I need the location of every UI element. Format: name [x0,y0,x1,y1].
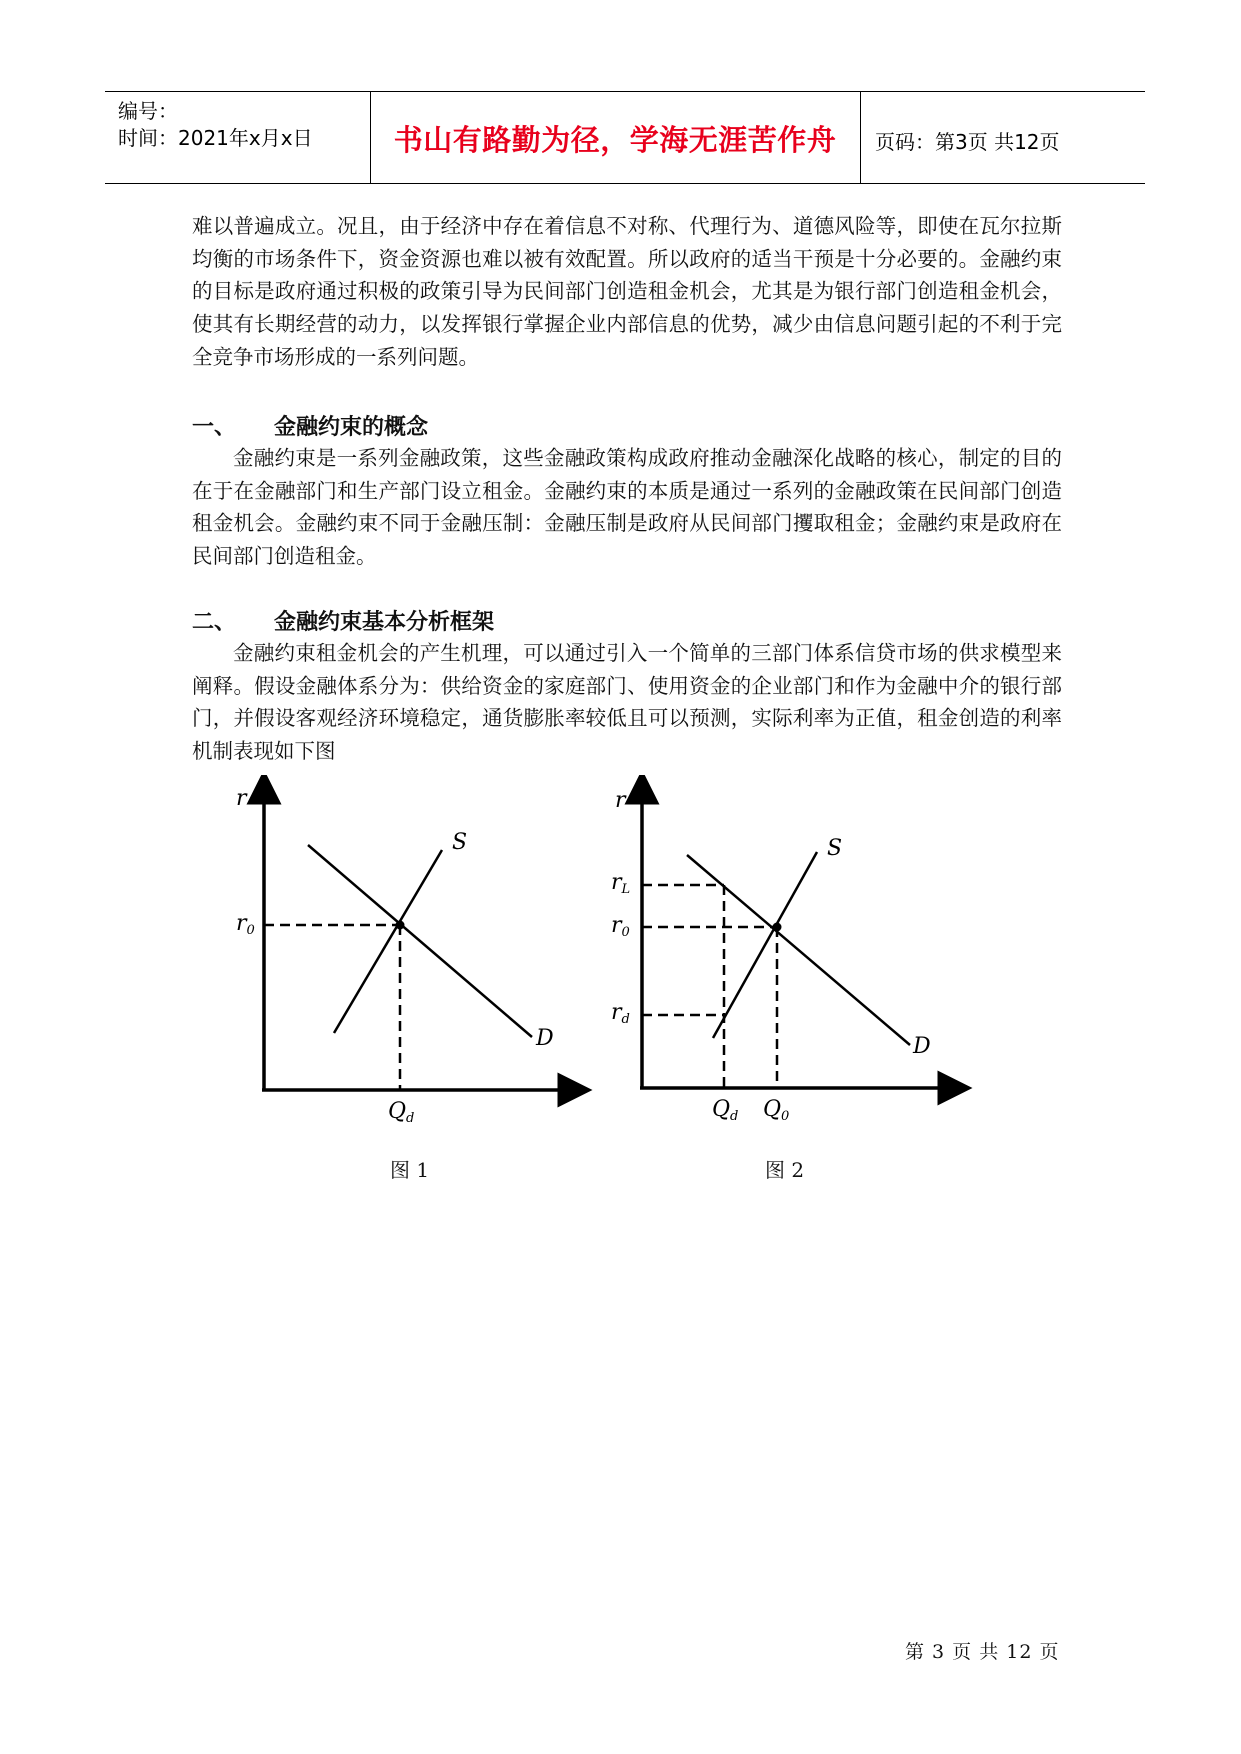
figure2-supply-curve [713,852,817,1038]
figure1-r0-label: r0 [236,911,255,938]
figure2-y-axis-label: r [615,788,626,813]
section1-heading [192,410,428,441]
figure1-caption: 图 1 [390,1158,430,1182]
header-page-label: 页码：第3页 共12页 [875,130,1060,154]
figure1-qd-label: Qd [388,1099,415,1126]
figure2-supply-label: S [827,836,843,861]
figure1-supply-curve [334,850,442,1033]
section2-body [192,637,1062,768]
figure2-q0-label: Q0 [763,1097,790,1124]
section1-number: 一、 [192,415,237,440]
figure2-r0-label: r0 [611,913,630,940]
header-bottom-rule [105,183,1145,184]
header-motto: 书山有路勤为径，学海无涯苦作舟 [393,123,837,157]
figure2-caption: 图 2 [765,1158,805,1182]
section1-paragraph: 金融约束是一系列金融政策，这些金融政策构成政府推动金融深化战略的核心，制定的目的在于在金融部门和生产部门设立租金。金融约束的本质是通过一系列的金融政策在民间部门创造租金机会。金融约束不同于金融压制：金融压制是政府从民间部门攫取租金；金融约束是政府在民间部门创造租金。 [192,446,1062,569]
figure2-qd-label: Qd [712,1097,739,1124]
figure1-diagram [230,775,600,1130]
page-footer: 第 3 页 共 12 页 [905,1641,1060,1663]
figure1-equilibrium-point [396,921,405,930]
figure2-demand-label: D [913,1034,931,1059]
header-divider-right [860,92,861,184]
section2-title: 金融约束基本分析框架 [274,610,495,635]
figure1-demand-curve [308,845,532,1037]
intro-paragraph-block [192,210,1062,374]
header-top-rule [105,91,1145,92]
header-number-label: 编号： [118,99,178,123]
section2-heading [192,605,494,636]
intro-paragraph: 难以普遍成立。况且，由于经济中存在着信息不对称、代理行为、道德风险等，即使在瓦尔拉斯均衡的市场条件下，资金资源也难以被有效配置。所以政府的适当干预是十分必要的。金融约束的目标是政府通过积极的政策引导为民间部门创造租金机会，尤其是为银行部门创造租金机会，使其有长期经营的动力，以发挥银行掌握企业内部信息的优势，减少由信息问题引起的不利于完全竞争市场形成的一系列问题。 [192,214,1062,369]
figure1-demand-label: D [536,1026,554,1051]
section1-title: 金融约束的概念 [274,415,429,440]
section2-number: 二、 [192,610,237,635]
section2-paragraph: 金融约束租金机会的产生机理，可以通过引入一个简单的三部门体系信贷市场的供求模型来阐释。假设金融体系分为：供给资金的家庭部门、使用资金的企业部门和作为金融中介的银行部门，并假设客观经济环境稳定，通货膨胀率较低且可以预测，实际利率为正值，租金创造的利率机制表现如下图 [192,641,1062,764]
figure2-rd-label: rd [611,1000,630,1027]
header-time-label: 时间：2021年x月x日 [118,126,313,150]
figure1-y-axis-label: r [236,786,247,811]
figure2-rL-label: rL [611,870,631,897]
figure2-diagram [605,775,975,1130]
figure2-equilibrium-point [773,923,782,932]
section1-body [192,442,1062,573]
figure1-supply-label: S [452,830,468,855]
